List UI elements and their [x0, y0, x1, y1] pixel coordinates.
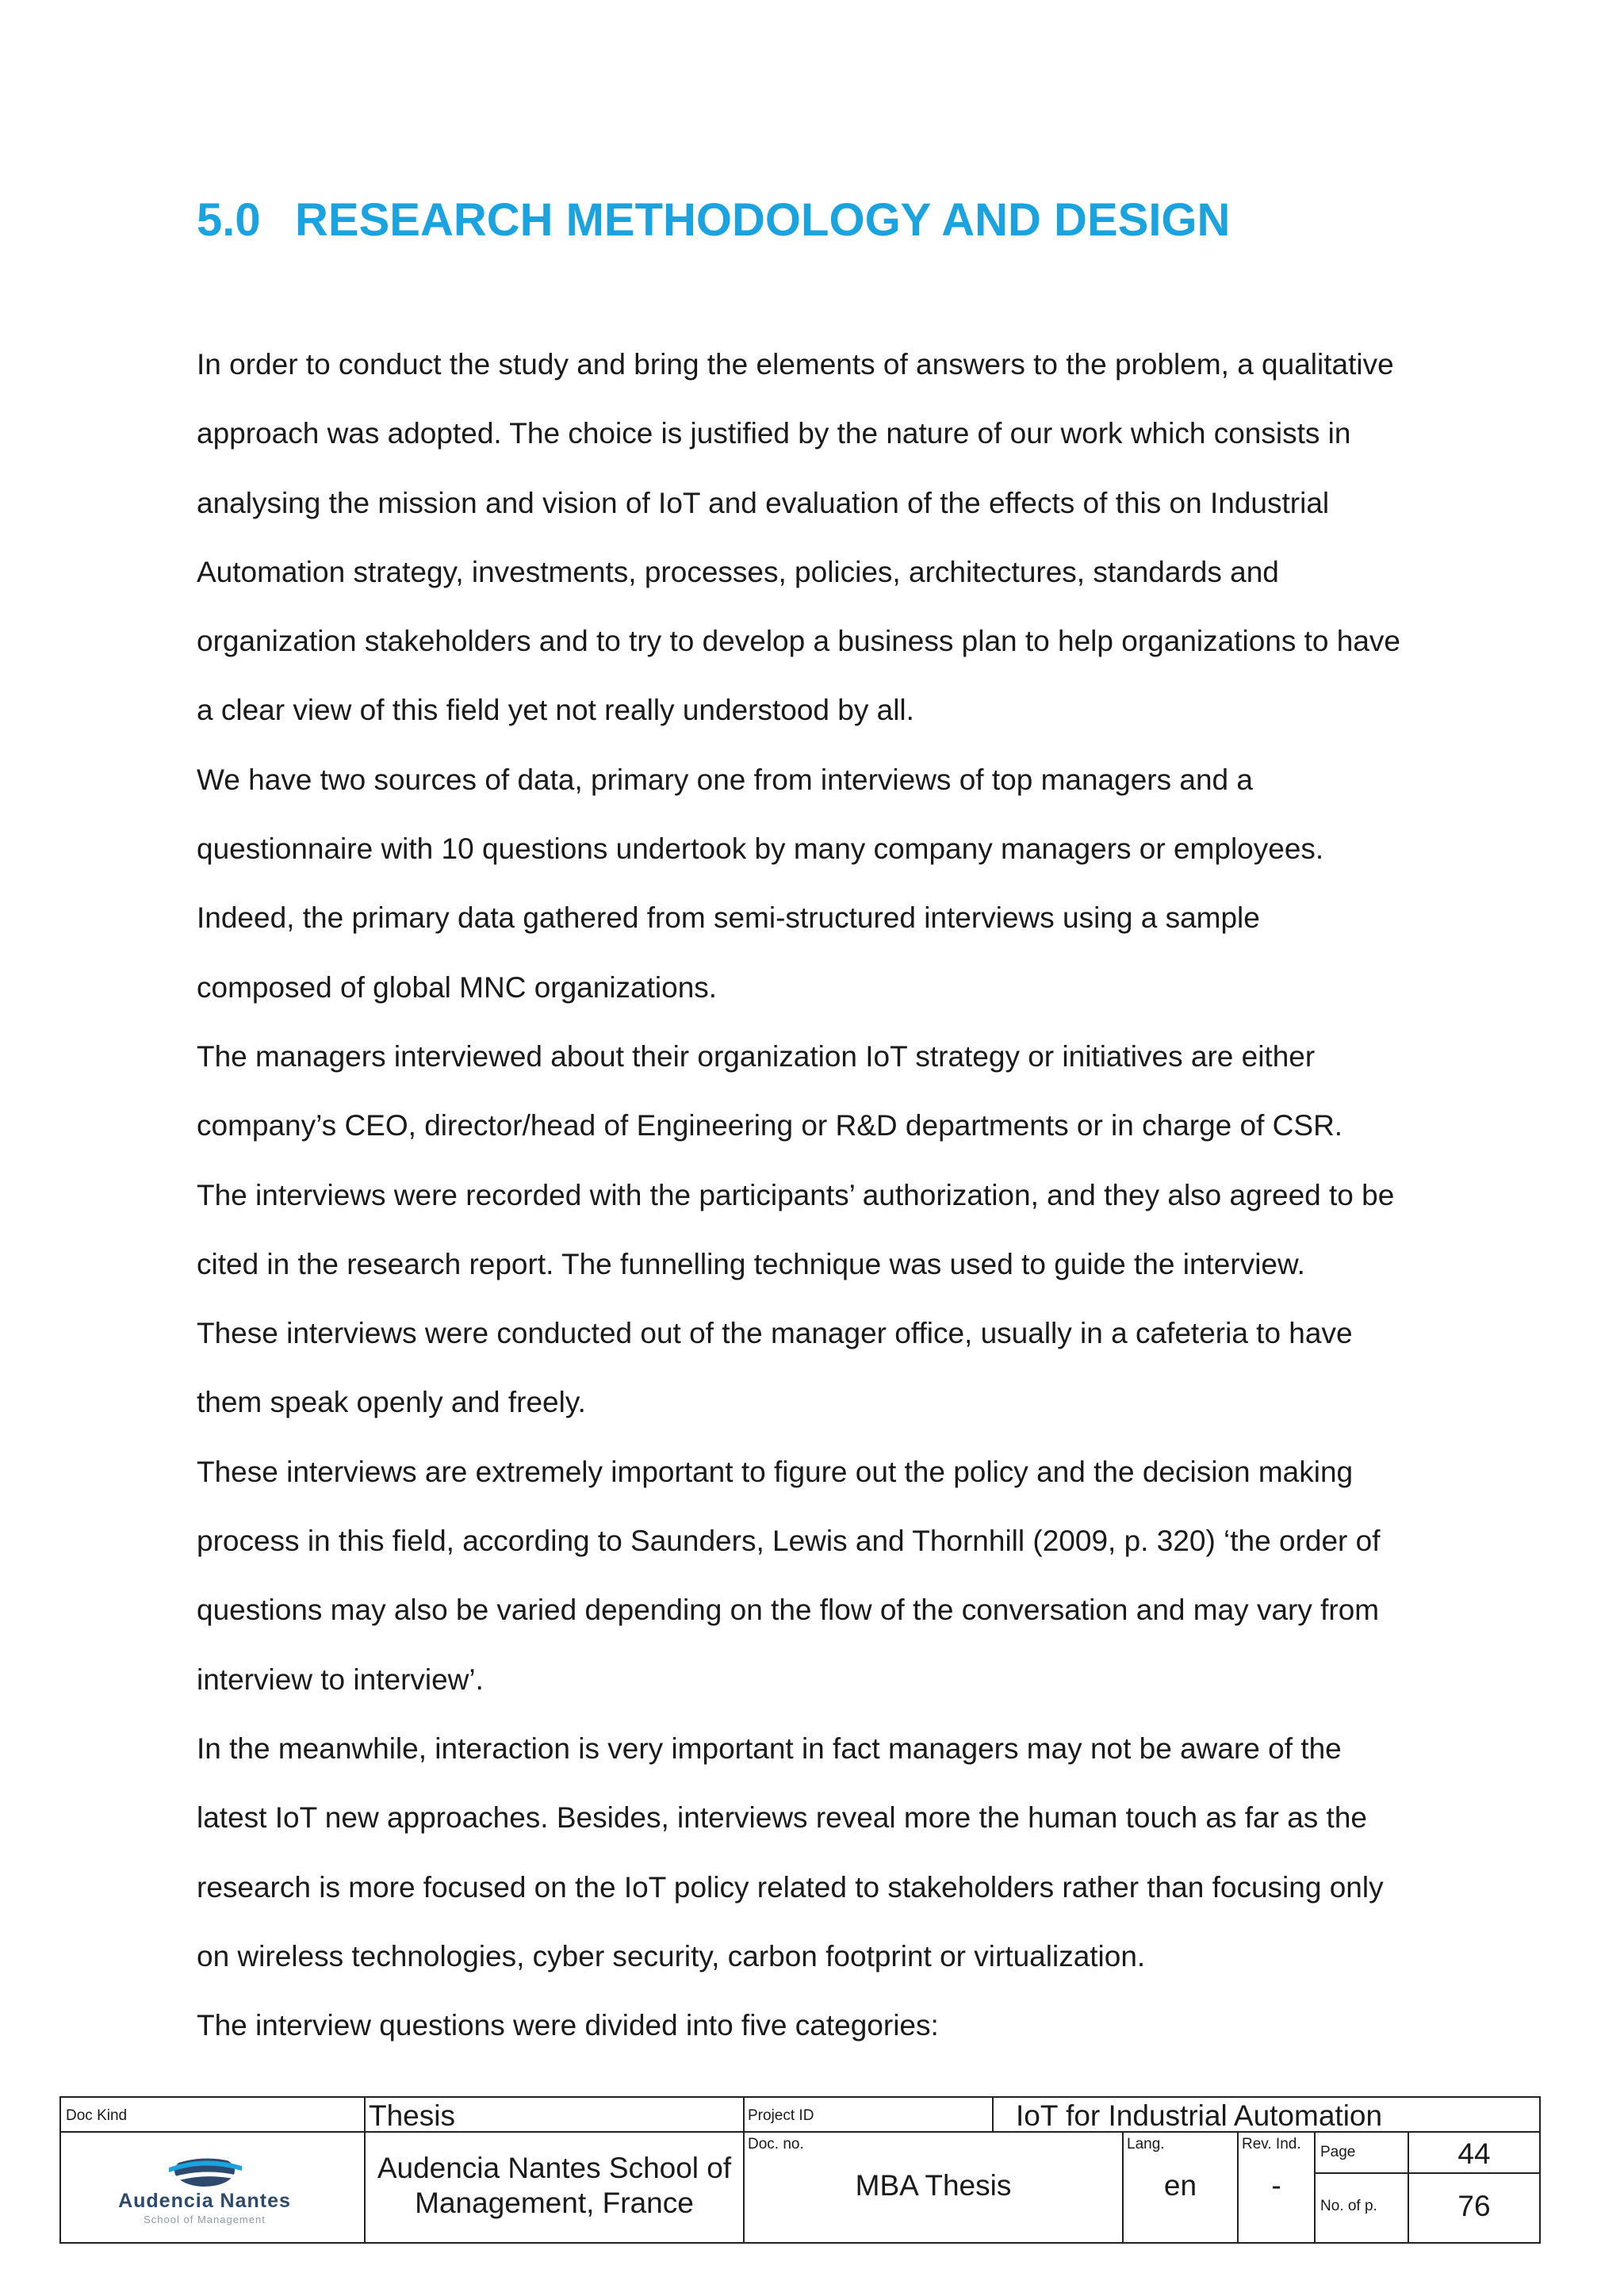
doc-no-label: Doc. no.	[748, 2136, 804, 2152]
body-line: These interviews were conducted out of the manager office, usually in a cafeteria to have	[197, 1317, 1353, 1350]
body-line: The managers interviewed about their organization IoT strategy or initiatives are either	[197, 1039, 1316, 1073]
body-line: research is more focused on the IoT policy related to stakeholders rather than focusing only	[197, 1870, 1384, 1904]
body-line: cited in the research report. The funnelling technique was used to guide the interview.	[197, 1247, 1305, 1280]
logo-name: Audencia Nantes	[118, 2190, 291, 2212]
school-name-line2: Management, France	[415, 2187, 694, 2219]
logo-subtitle: School of Management	[144, 2214, 266, 2225]
body-line: interview to interview’.	[197, 1663, 484, 1696]
body-line: on wireless technologies, cyber security, carbon footprint or virtualization.	[197, 1939, 1146, 1973]
body-line: questions may also be varied depending on the flow of the conversation and may vary from	[197, 1594, 1380, 1627]
project-id-label: Project ID	[748, 2107, 814, 2124]
doc-kind-value: Thesis	[369, 2099, 455, 2132]
body-line: The interview questions were divided into five categories:	[197, 2009, 939, 2042]
rev-label: Rev. Ind.	[1242, 2136, 1301, 2152]
body-line: company’s CEO, director/head of Engineering or R&D departments or in charge of CSR.	[197, 1109, 1343, 1142]
pages-label: No. of p.	[1320, 2198, 1377, 2214]
body-line: a clear view of this field yet not really understood by all.	[197, 694, 914, 727]
body-line: organization stakeholders and to try to develop a business plan to help organizations to have	[197, 625, 1400, 658]
page-number: 44	[1457, 2137, 1491, 2170]
lang-value: en	[1163, 2169, 1197, 2202]
body-line: approach was adopted. The choice is justified by the nature of our work which consists in	[197, 417, 1351, 450]
body-line: Indeed, the primary data gathered from semi-structured interviews using a sample	[197, 901, 1260, 935]
body-line: latest IoT new approaches. Besides, interviews reveal more the human touch as far as the	[197, 1801, 1367, 1835]
body-line: These interviews are extremely important to figure out the policy and the decision making	[197, 1455, 1354, 1488]
body-line: questionnaire with 10 questions undertook by many company managers or employees.	[197, 832, 1324, 866]
body-line: Automation strategy, investments, processes, policies, architectures, standards and	[197, 555, 1279, 588]
section-title: RESEARCH METHODOLOGY AND DESIGN	[295, 194, 1231, 246]
school-logo	[74, 2149, 335, 2228]
body-line: composed of global MNC organizations.	[197, 970, 718, 1004]
body-line: We have two sources of data, primary one from interviews of top managers and a	[197, 763, 1253, 796]
document-footer-table	[59, 2096, 1541, 2244]
body-line: them speak openly and freely.	[197, 1386, 586, 1419]
project-id-value: IoT for Industrial Automation	[1016, 2099, 1383, 2132]
body-line: analysing the mission and vision of IoT and evaluation of the effects of this on Industrial	[197, 486, 1330, 519]
body-line: In the meanwhile, interaction is very important in fact managers may not be aware of the	[197, 1732, 1342, 1765]
globe-icon	[74, 2149, 335, 2190]
school-name-line1: Audencia Nantes School of	[377, 2152, 732, 2184]
rev-value: -	[1271, 2169, 1281, 2202]
page-count: 76	[1457, 2190, 1491, 2222]
body-line: In order to conduct the study and bring the elements of answers to the problem, a qualitative	[197, 348, 1394, 381]
page-label: Page	[1320, 2144, 1356, 2160]
body-line: The interviews were recorded with the participants’ authorization, and they also agreed to be	[197, 1178, 1395, 1211]
body-line: process in this field, according to Saunders, Lewis and Thornhill (2009, p. 320) ‘the order of	[197, 1525, 1381, 1558]
section-number: 5.0	[197, 194, 261, 246]
body-text	[197, 341, 1481, 2071]
doc-no-value: MBA Thesis	[855, 2169, 1012, 2202]
doc-kind-label: Doc Kind	[66, 2107, 128, 2124]
section-heading	[197, 193, 1230, 247]
lang-label: Lang.	[1127, 2136, 1165, 2152]
